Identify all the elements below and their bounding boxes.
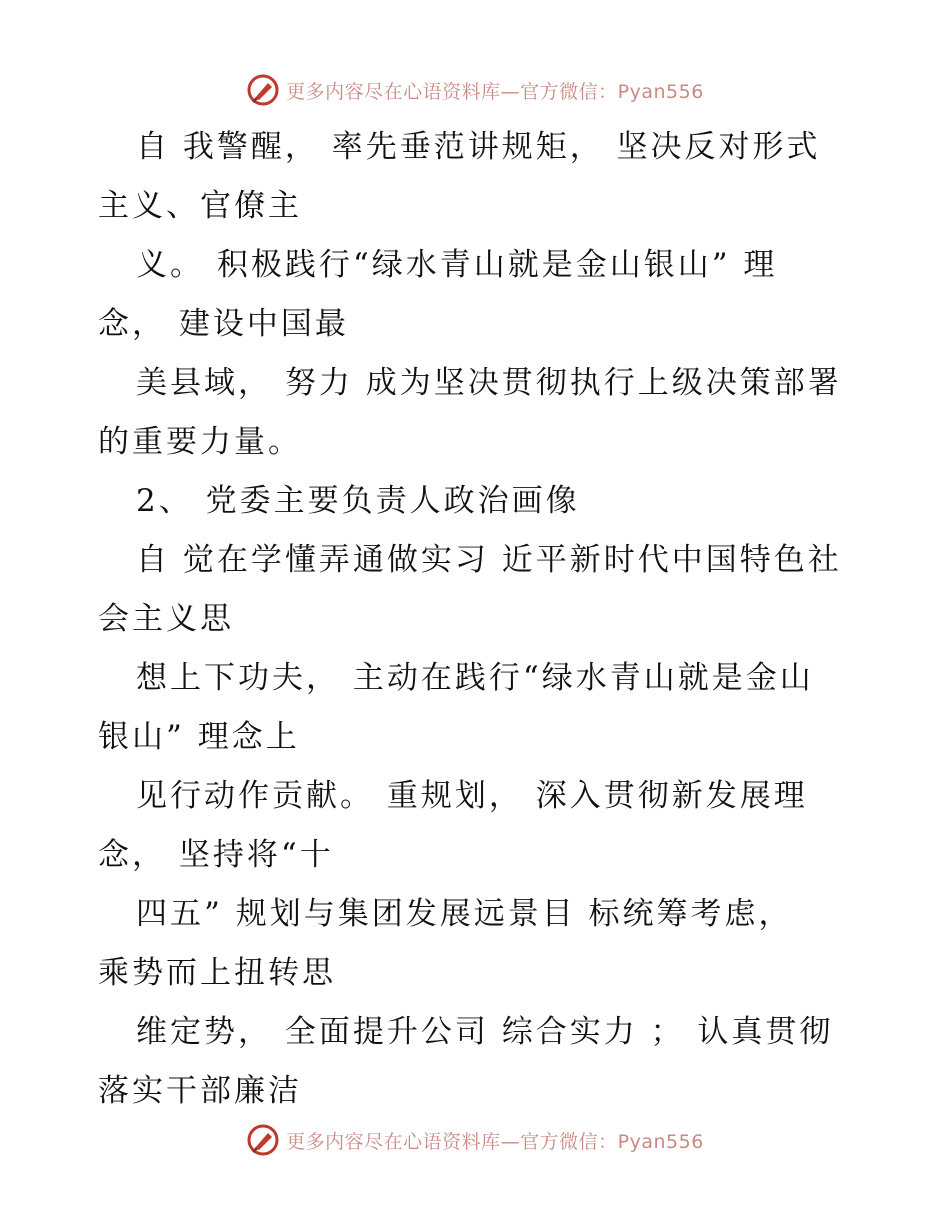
header-banner: [0, 70, 950, 110]
body-line-12: 见行动作贡献。 重规划， 深入贯彻新发展理: [136, 778, 808, 814]
body-line-4: 念， 建设中国最: [98, 306, 349, 342]
footer-banner-text: 更多内容尽在心语资料库—官方微信：Pyan556: [286, 1130, 704, 1153]
body-line-3: 义。 积极践行“绿水青山就是金山银山” 理: [136, 247, 778, 283]
footer-banner-inner: [246, 1123, 704, 1157]
body-line-16: 维定势， 全面提升公司 综合实力 ； 认真贯彻: [136, 1014, 834, 1050]
body-line-8: 自 觉在学懂弄通做实习 近平新时代中国特色社: [136, 542, 842, 578]
pen-nib-logo-icon: [246, 73, 280, 107]
footer-banner: [0, 1120, 950, 1160]
section-heading: 2、 党委主要负责人政治画像: [136, 483, 580, 519]
body-line-5: 美县域， 努力 成为坚决贯彻执行上级决策部署: [136, 365, 842, 401]
body-line-1: 自 我警醒， 率先垂范讲规矩， 坚决反对形式: [136, 129, 821, 165]
document-body: [98, 118, 858, 1121]
body-line-9: 会主义思: [98, 601, 234, 637]
body-line-2: 主义、官僚主: [98, 188, 302, 224]
header-banner-inner: [246, 73, 704, 107]
header-banner-text: 更多内容尽在心语资料库—官方微信：Pyan556: [286, 80, 704, 103]
body-line-11: 银山” 理念上: [98, 719, 300, 755]
body-line-10: 想上下功夫， 主动在践行“绿水青山就是金山: [136, 660, 814, 696]
body-line-14: 四五” 规划与集团发展远景目 标统筹考虑，: [136, 896, 793, 932]
pen-nib-logo-icon: [246, 1123, 280, 1157]
body-line-17: 落实干部廉洁: [98, 1073, 302, 1109]
body-line-15: 乘势而上扭转思: [98, 955, 336, 991]
body-line-6: 的重要力量。: [98, 424, 302, 460]
body-line-13: 念， 坚持将“十: [98, 837, 334, 873]
